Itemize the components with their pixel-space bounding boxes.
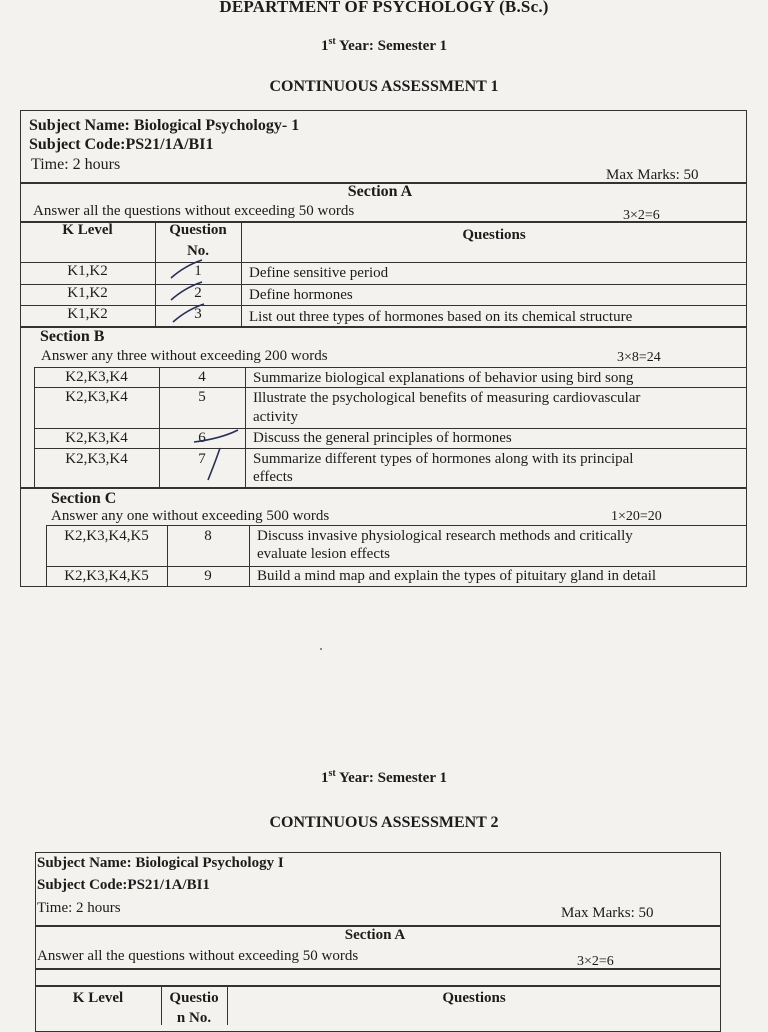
rule bbox=[34, 387, 747, 388]
rule bbox=[46, 566, 747, 567]
col-header-k-level: K Level bbox=[62, 222, 113, 238]
a-row-question: List out three types of hormones based on its chemical structure bbox=[249, 309, 633, 325]
a-row-k: K1,K2 bbox=[67, 285, 108, 301]
rule bbox=[20, 326, 747, 328]
b-row-question: Summarize different types of hormones along with its principal bbox=[253, 451, 634, 467]
year-superscript: st bbox=[328, 36, 336, 47]
rule bbox=[249, 525, 250, 587]
rule bbox=[46, 525, 747, 526]
max-marks: Max Marks: 50 bbox=[561, 905, 654, 921]
section-a-instruction: Answer all the questions without exceeding 50 words bbox=[37, 948, 359, 964]
assessment-2-title: CONTINUOUS ASSESSMENT 2 bbox=[269, 814, 499, 831]
rule bbox=[34, 428, 747, 429]
section-c-marks: 1×20=20 bbox=[611, 509, 662, 524]
subject-name: Subject Name: Biological Psychology- 1 bbox=[29, 117, 300, 134]
b-row-k: K2,K3,K4 bbox=[65, 451, 128, 467]
col-header-questions: Questions bbox=[442, 990, 506, 1006]
a-row-no: 1 bbox=[194, 263, 202, 279]
section-b-marks: 3×8=24 bbox=[617, 350, 661, 365]
subject-name: Subject Name: Biological Psychology I bbox=[37, 855, 284, 871]
col-header-question-no: Questio bbox=[169, 990, 219, 1006]
subject-code: Subject Code:PS21/1A/BI1 bbox=[37, 877, 210, 893]
section-a-instruction: Answer all the questions without exceeding 50 words bbox=[33, 203, 355, 219]
a-row-k: K1,K2 bbox=[67, 263, 108, 279]
b-row-question: Discuss the general principles of hormones bbox=[253, 430, 512, 446]
b-row-question-cont: effects bbox=[253, 469, 293, 485]
b-row-k: K2,K3,K4 bbox=[65, 369, 128, 385]
section-a-marks: 3×2=6 bbox=[623, 208, 660, 223]
year-number: 1 bbox=[321, 38, 329, 54]
rule bbox=[34, 367, 747, 368]
a-row-no: 2 bbox=[194, 285, 202, 301]
b-row-k: K2,K3,K4 bbox=[65, 389, 128, 405]
col-header-question-no: n No. bbox=[176, 1010, 212, 1026]
section-a-marks: 3×2=6 bbox=[577, 954, 614, 969]
b-row-question: Illustrate the psychological benefits of measuring cardiovascular bbox=[253, 390, 641, 406]
col-header-question-no: No. bbox=[186, 243, 210, 259]
c-row-question: Discuss invasive physiological research methods and critically bbox=[257, 528, 633, 544]
b-row-question: Summarize biological explanations of behavior using bird song bbox=[253, 370, 634, 386]
col-header-k-level: K Level bbox=[72, 990, 124, 1006]
rule bbox=[20, 487, 747, 489]
year-semester-2 bbox=[0, 770, 768, 787]
a-row-k: K1,K2 bbox=[67, 306, 108, 322]
year-superscript: st bbox=[328, 768, 336, 779]
year-number: 1 bbox=[321, 770, 329, 786]
max-marks: Max Marks: 50 bbox=[606, 167, 699, 183]
a-row-question: Define sensitive period bbox=[249, 265, 389, 281]
rule bbox=[245, 367, 246, 488]
section-b-instruction: Answer any three without exceeding 200 words bbox=[41, 348, 328, 364]
year-rest: Year: Semester 1 bbox=[335, 770, 447, 786]
rule bbox=[35, 968, 721, 970]
department-title: DEPARTMENT OF PSYCHOLOGY (B.Sc.) bbox=[219, 0, 549, 16]
check-mark-icon bbox=[190, 426, 242, 486]
c-row-question: Build a mind map and explain the types of pituitary gland in detail bbox=[257, 568, 657, 584]
section-b-title: Section B bbox=[40, 328, 105, 345]
b-row-k: K2,K3,K4 bbox=[65, 430, 128, 446]
year-rest: Year: Semester 1 bbox=[335, 38, 447, 54]
section-c-title: Section C bbox=[51, 490, 117, 507]
check-mark-icon bbox=[168, 280, 208, 304]
year-semester-1 bbox=[0, 38, 768, 55]
b-row-no: 5 bbox=[198, 389, 206, 405]
c-row-k: K2,K3,K4,K5 bbox=[64, 528, 149, 544]
exam-time: Time: 2 hours bbox=[37, 900, 121, 916]
a-row-question: Define hormones bbox=[249, 287, 353, 303]
section-a-title: Section A bbox=[344, 927, 406, 943]
col-header-question-no: Question bbox=[169, 222, 227, 238]
c-row-no: 9 bbox=[204, 568, 212, 584]
speck bbox=[320, 648, 322, 650]
b-row-question-cont: activity bbox=[253, 409, 298, 425]
b-row-no: 4 bbox=[198, 369, 206, 385]
section-a-title: Section A bbox=[347, 183, 413, 200]
a-row-no: 3 bbox=[194, 306, 202, 322]
c-row-k: K2,K3,K4,K5 bbox=[64, 568, 149, 584]
rule bbox=[35, 985, 721, 987]
c-row-question-cont: evaluate lesion effects bbox=[257, 546, 390, 562]
check-mark-icon bbox=[170, 302, 210, 326]
c-row-no: 8 bbox=[204, 528, 212, 544]
b-row-no: 7 bbox=[198, 451, 206, 467]
section-c-instruction: Answer any one without exceeding 500 words bbox=[51, 508, 330, 524]
rule bbox=[34, 448, 747, 449]
check-mark-icon bbox=[168, 258, 208, 282]
exam-time: Time: 2 hours bbox=[31, 156, 121, 173]
assessment-1-title: CONTINUOUS ASSESSMENT 1 bbox=[269, 78, 499, 95]
col-header-questions: Questions bbox=[462, 227, 526, 243]
subject-code: Subject Code:PS21/1A/BI1 bbox=[29, 136, 214, 153]
b-row-no: 6 bbox=[198, 430, 206, 446]
